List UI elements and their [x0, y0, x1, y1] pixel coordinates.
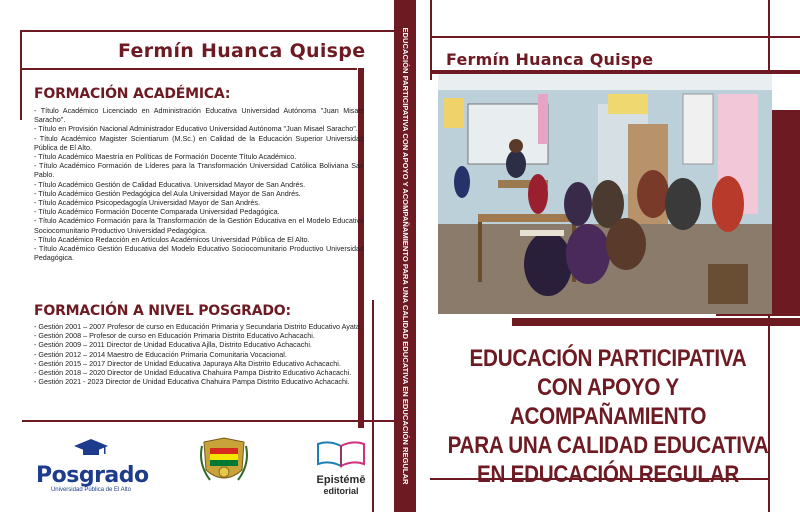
formacion-posgrado-item: - Gestión 2015 – 2017 Director de Unidad Educativa Japuraya Alta Distrito Educativo Achacachi. — [34, 358, 341, 368]
formacion-posgrado-item: - Gestión 2012 – 2014 Maestro de Educación Primaria Comunitaria Vocacional. — [34, 349, 287, 359]
formacion-posgrado-item: - Gestión 2001 – 2007 Profesor de curso en Educación Primaria y Secundaria Distrito Educativo Ayata. — [34, 322, 362, 331]
front-top-rule — [430, 36, 800, 38]
formacion-academica-item: - Título Académico Licenciado en Administración Educativa Universidad Autónoma "Juan Misael Saracho". — [34, 106, 364, 125]
formacion-academica-title: FORMACIÓN ACADÉMICA: — [34, 86, 231, 102]
formacion-academica-item: - Título Académico Formación para la Transformación de la Gestión Educativa en el Modelo Educativo Sociocomunitario Productivo Universidad Pedagógica. — [34, 216, 364, 235]
front-author-name: Fermín Huanca Quispe — [446, 50, 654, 69]
formacion-posgrado-list — [34, 322, 364, 386]
front-cover — [416, 0, 800, 512]
spine-title: EDUCACIÓN PARTICIPATIVA CON APOYO Y ACOMPAÑAMIENTO PARA UNA CALIDAD EDUCATIVA EN EDUCACIÓN REGULAR — [401, 27, 410, 485]
back-left-rule — [20, 30, 22, 120]
formacion-academica-item: - Título Académico Gestión Pedagógica del Aula Universidad Mayor de San Andrés. — [34, 188, 301, 198]
posgrado-word: Posgrado — [36, 463, 149, 488]
formacion-posgrado-item: - Gestión 2009 – 2011 Director de Unidad Educativa Ajlla, Distrito Educativo Achacachi. — [34, 340, 312, 350]
formacion-academica-item: - Título Académico Maestría en Políticas de Formación Docente Título Académico. — [34, 152, 297, 162]
formacion-academica-item: - Título Académico Psicopedagogía Universidad Mayor de San Andrés. — [34, 198, 261, 208]
front-lower-band — [512, 318, 800, 326]
formacion-posgrado-item: - Gestión 2018 – 2020 Director de Unidad Educativa Chahuira Pampa Distrito Educativo Achacachi. — [34, 368, 352, 378]
back-right-vertical — [372, 300, 374, 512]
posgrado-logo — [36, 438, 149, 498]
episteme-name: Epistémē — [316, 474, 366, 486]
bolivia-seal-icon — [200, 436, 248, 488]
front-title — [443, 344, 773, 489]
open-book-icon — [315, 438, 367, 468]
formacion-academica-item: - Título Académico Redacción en Artículos Académicos Universidad Pública de El Alto. — [34, 234, 310, 244]
front-title-line: EDUCACIÓN PARTICIPATIVA — [469, 345, 747, 372]
front-left-vertical — [430, 0, 432, 80]
classroom-photo — [438, 74, 772, 314]
posgrado-subtitle: Universidad Pública de El Alto — [50, 487, 132, 493]
episteme-logo — [312, 438, 370, 498]
formacion-posgrado-item: - Gestión 2008 – Profesor de curso en Educación Primaria Distrito Educativo Achacachi. — [34, 331, 315, 341]
formacion-academica-item: - Título Académico Formación de Líderes para la Transformación Universidad Católica Boliviana San Pablo. — [34, 161, 364, 180]
formacion-posgrado-item: - Gestión 2021 - 2023 Director de Unidad Educativa Chahuira Pampa Distrito Educativo Achacachi. — [34, 377, 350, 387]
graduation-cap-icon — [73, 438, 109, 458]
back-author-name: Fermín Huanca Quispe — [118, 40, 366, 62]
front-title-line: CON APOYO Y ACOMPAÑAMIENTO — [509, 374, 707, 430]
back-top-rule — [20, 30, 394, 32]
front-title-line: PARA UNA CALIDAD EDUCATIVA — [447, 432, 769, 459]
formacion-academica-item: - Título Académico Gestión de Calidad Educativa. Universidad Mayor de San Andrés. — [34, 179, 306, 189]
back-mid-rule — [22, 68, 357, 70]
front-title-line: EN EDUCACIÓN REGULAR — [476, 461, 740, 488]
back-cover — [0, 0, 394, 512]
episteme-editorial: editorial — [323, 486, 359, 496]
formacion-academica-list — [34, 106, 364, 262]
formacion-academica-item: - Título Académico Gestión Educativa del Modelo Educativo Sociocomunitario Productivo Universidad Pedagógica. — [34, 244, 364, 263]
publisher-logos — [30, 432, 370, 502]
back-bottom-rule — [22, 420, 394, 422]
formacion-academica-item: - Título en Provisión Nacional Administrador Educativo Universidad Autónoma "Juan Misael Saracho". — [34, 124, 358, 134]
formacion-academica-item: - Título Académico Magister Scientiarum (M.Sc.) en Calidad de la Educación Superior Universidad Pública de El Alto. — [34, 133, 364, 152]
formacion-academica-item: - Título Académico Formación Docente Comparada Universidad Pedagógica. — [34, 207, 280, 217]
formacion-posgrado-title: FORMACIÓN A NIVEL POSGRADO: — [34, 303, 291, 319]
